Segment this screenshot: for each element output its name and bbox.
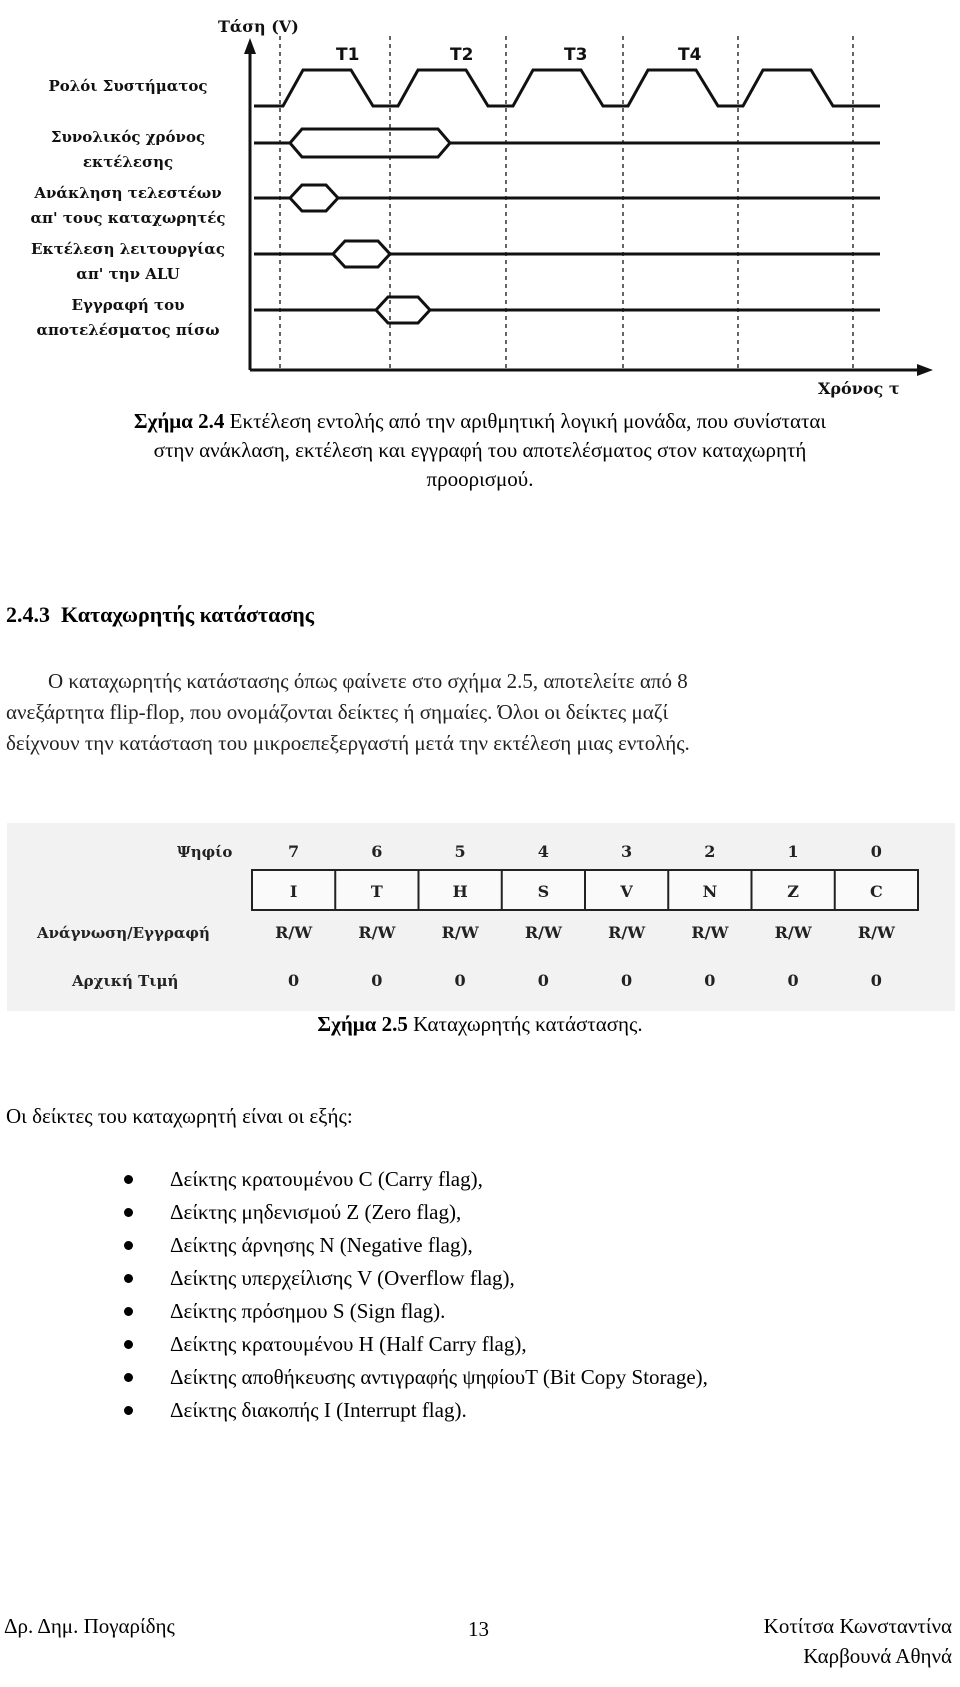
- bit-number: 2: [704, 842, 716, 861]
- list-item: Δείκτης μηδενισμού Z (Zero flag),: [0, 1196, 960, 1228]
- y-axis-label: Τάση (V): [218, 17, 299, 36]
- clock-period-labels: [336, 45, 702, 65]
- figure-2-4-caption-line2: στην ανάκλαση, εκτέλεση και εγγραφή του αποτελέσματος στον καταχωρητή: [153, 438, 807, 462]
- clock-period-label: T4: [678, 45, 702, 65]
- bit-number: 6: [371, 842, 383, 861]
- y-axis-arrow: [244, 38, 256, 54]
- list-item: Δείκτης υπερχείλισης V (Overflow flag),: [0, 1262, 960, 1294]
- flag-letter: Z: [787, 882, 799, 901]
- rw-value: R/W: [524, 923, 562, 942]
- signal-label: απ' τους καταχωρητές: [30, 209, 226, 227]
- list-item: Δείκτης διακοπής I (Interrupt flag).: [0, 1394, 960, 1426]
- rw-row-label: Ανάγνωση/Εγγραφή: [37, 924, 210, 942]
- signal-label: απ' την ALU: [76, 265, 180, 283]
- rw-value: R/W: [691, 923, 729, 942]
- clock-period-label: T2: [450, 45, 474, 65]
- paragraph-line-2: ανεξάρτητα flip-flop, που ονομάζονται δείκτες ή σημαίες. Όλοι οι δείκτες μαζί: [6, 700, 669, 724]
- bullet-icon: [124, 1307, 133, 1316]
- footer-author: Δρ. Δημ. Πογαρίδης: [4, 1614, 175, 1638]
- timing-diagram-figure: [18, 8, 940, 403]
- status-register-figure: [7, 823, 955, 1011]
- bit-number: 4: [537, 842, 549, 861]
- bullet-icon: [124, 1373, 133, 1382]
- rw-value: R/W: [358, 923, 396, 942]
- bullet-icon: [124, 1208, 133, 1217]
- figure-2-4-label: Σχήμα 2.4: [133, 409, 225, 433]
- signal-label: Συνολικός χρόνος: [50, 128, 206, 146]
- initial-value: 0: [454, 971, 466, 990]
- bit-number: 7: [288, 842, 300, 861]
- figure-2-4-caption: [0, 407, 960, 494]
- clock-period-guides: [280, 36, 853, 368]
- clock-period-label: T3: [564, 45, 588, 65]
- initial-value: 0: [537, 971, 549, 990]
- initial-value: 0: [621, 971, 633, 990]
- paragraph-line-1: Ο καταχωρητής κατάστασης όπως φαίνετε στο σχήμα 2.5, αποτελείτε από 8: [6, 669, 688, 693]
- figure-2-4-caption-line3: προορισμού.: [426, 467, 534, 491]
- list-item: Δείκτης κρατουμένου C (Carry flag),: [0, 1163, 960, 1195]
- initial-value: 0: [870, 971, 882, 990]
- section-paragraph: [6, 666, 954, 759]
- rw-value: R/W: [857, 923, 895, 942]
- figure-2-4-caption-line1: Εκτέλεση εντολής από την αριθμητική λογική μονάδα, που συνίσταται: [229, 409, 827, 433]
- rw-value: R/W: [608, 923, 646, 942]
- flag-letter: C: [870, 882, 883, 901]
- signal-label: Ρολόι Συστήματος: [48, 77, 208, 95]
- bullet-icon: [124, 1406, 133, 1415]
- bullet-icon: [124, 1241, 133, 1250]
- paragraph-line-3: δείχνουν την κατάσταση του μικροεπεξεργαστή μετά την εκτέλεση μιας εντολής.: [6, 731, 690, 755]
- list-item: Δείκτης κρατουμένου H (Half Carry flag),: [0, 1328, 960, 1360]
- bit-number: 5: [454, 842, 466, 861]
- initial-value: 0: [787, 971, 799, 990]
- flags-intro: Οι δείκτες του καταχωρητή είναι οι εξής:: [6, 1104, 353, 1128]
- signal-pulse: [290, 185, 338, 211]
- signal-pulse: [290, 129, 450, 157]
- list-item: Δείκτης πρόσημου S (Sign flag).: [0, 1295, 960, 1327]
- signal-label: Εκτέλεση λειτουργίας: [31, 240, 225, 258]
- rw-value: R/W: [441, 923, 479, 942]
- signal-pulse: [376, 297, 430, 323]
- system-clock-waveform: [254, 70, 880, 106]
- signal-pulse: [333, 241, 390, 267]
- page-number: 13: [468, 1617, 489, 1641]
- x-axis-arrow: [917, 364, 933, 376]
- x-axis-label: Χρόνος τ: [818, 379, 900, 398]
- figure-2-5-label: Σχήμα 2.5: [317, 1012, 408, 1036]
- section-heading: 2.4.3 Καταχωρητής κατάστασης: [6, 602, 315, 627]
- flag-letter: N: [702, 882, 718, 901]
- flag-letter: V: [620, 882, 633, 901]
- figure-2-5-caption-text: Καταχωρητής κατάστασης.: [407, 1012, 643, 1036]
- bit-number: 3: [621, 842, 633, 861]
- figure-2-5-caption: [0, 1010, 960, 1039]
- footer-right-line1: Κοτίτσα Κωνσταντίνα: [763, 1614, 952, 1638]
- signal-label: Ανάκληση τελεστέων: [34, 184, 222, 202]
- initial-value: 0: [704, 971, 716, 990]
- clock-period-label: T1: [336, 45, 360, 65]
- signal-waveforms: [254, 129, 880, 323]
- initial-value-row-label: Αρχική Τιμή: [72, 972, 179, 990]
- rw-value: R/W: [275, 923, 313, 942]
- bit-row-label: Ψηφίο: [177, 843, 233, 861]
- bullet-icon: [124, 1274, 133, 1283]
- bit-number: 1: [787, 842, 799, 861]
- footer-authors-right: [764, 1611, 952, 1671]
- bullet-icon: [124, 1340, 133, 1349]
- bit-number: 0: [870, 842, 882, 861]
- initial-value: 0: [288, 971, 300, 990]
- flag-letter: S: [537, 882, 550, 901]
- flag-letter: T: [370, 882, 383, 901]
- list-item: Δείκτης άρνησης N (Negative flag),: [0, 1229, 960, 1261]
- signal-label: εκτέλεσης: [82, 153, 174, 171]
- list-item: Δείκτης αποθήκευσης αντιγραφής ψηφίουT (Bit Copy Storage),: [0, 1361, 960, 1393]
- signal-label: αποτελέσματος πίσω: [36, 321, 220, 339]
- signal-label: Εγγραφή του: [71, 296, 185, 314]
- initial-value: 0: [371, 971, 383, 990]
- rw-value: R/W: [774, 923, 812, 942]
- flag-letter: I: [289, 882, 298, 901]
- signal-labels: [31, 77, 226, 339]
- flag-letter: H: [452, 882, 468, 901]
- footer-right-line2: Καρβουνά Αθηνά: [803, 1644, 952, 1668]
- bullet-icon: [124, 1175, 133, 1184]
